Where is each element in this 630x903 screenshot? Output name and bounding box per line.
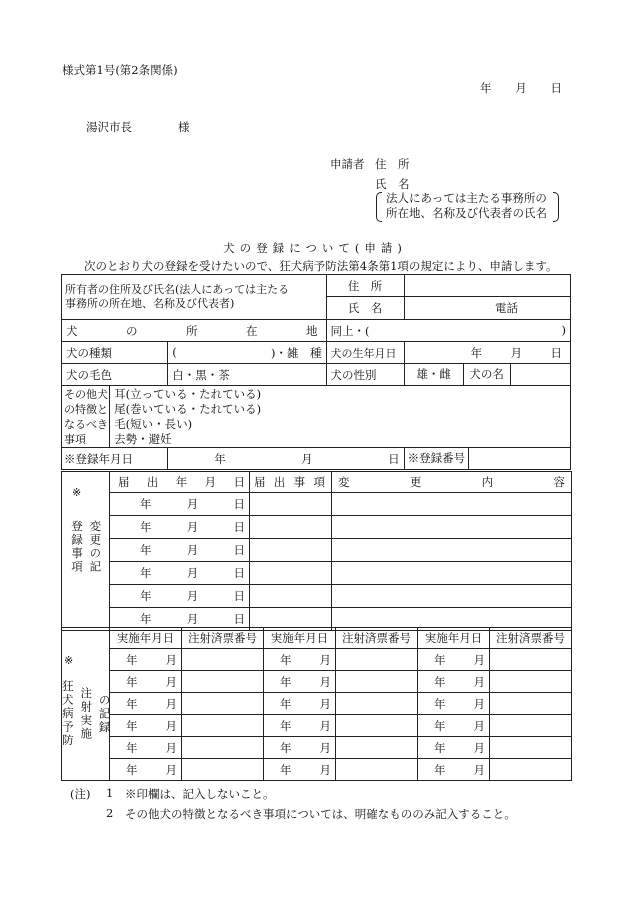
change-row-item[interactable]: [250, 493, 332, 516]
injection-date-cell[interactable]: 年 月: [264, 671, 336, 693]
change-row-content[interactable]: [332, 539, 572, 562]
injection-date-cell[interactable]: 年 月: [110, 737, 182, 759]
features-label: その他犬 の特徴と なるべき 事項: [62, 386, 110, 448]
injection-number-cell[interactable]: [490, 671, 572, 693]
injection-number-cell[interactable]: [490, 649, 572, 671]
change-header-item: 届 出 事 項: [250, 472, 332, 493]
injection-number-cell[interactable]: [490, 693, 572, 715]
injection-header-date: 実施年月日: [418, 628, 490, 649]
corp-note-line2: 所在地、名称及び代表者の氏名: [386, 206, 547, 220]
registration-date-field[interactable]: 年 月 日: [168, 448, 404, 470]
applicant-title: 申請者: [330, 157, 365, 171]
date-header: [480, 80, 562, 96]
injection-date-cell[interactable]: 年 月: [418, 737, 490, 759]
change-row-date[interactable]: 年 月 日: [110, 608, 250, 631]
applicant-address-label: 住 所: [375, 157, 410, 171]
dog-location-field[interactable]: [326, 320, 571, 342]
registration-date-label: ※登録年月日: [62, 448, 168, 470]
injection-date-cell[interactable]: 年 月: [110, 671, 182, 693]
dog-mixed-breed: )・雑 種: [271, 345, 322, 360]
change-record-vertical-label: 登録事項 変更の記: [70, 520, 103, 574]
change-row-content[interactable]: [332, 562, 572, 585]
owner-name-label: 氏 名: [326, 297, 404, 320]
form-id: 様式第1号(第2条関係): [62, 63, 178, 77]
dog-color-options[interactable]: 白・黒・茶: [168, 364, 326, 386]
owner-name-field[interactable]: [404, 297, 570, 320]
dog-breed-field[interactable]: ( )・雑 種: [168, 342, 326, 364]
owner-address-label: 住 所: [326, 275, 404, 297]
feature-fur: 毛(短い・長い): [114, 416, 193, 431]
injection-date-cell[interactable]: 年 月: [264, 693, 336, 715]
change-row-content[interactable]: [332, 516, 572, 539]
registration-number-label: ※登録番号: [405, 448, 469, 469]
change-row-date[interactable]: 年 月 日: [110, 585, 250, 608]
applicant-name-label: 氏 名: [375, 177, 410, 191]
features-items[interactable]: [110, 386, 571, 448]
change-row-item[interactable]: [250, 539, 332, 562]
date-day: 日: [550, 81, 562, 95]
injection-date-cell[interactable]: 年 月: [418, 671, 490, 693]
change-row-date[interactable]: 年 月 日: [110, 516, 250, 539]
injection-record-mark: ※: [64, 654, 74, 667]
dog-birth-label: 犬の生年月日: [326, 342, 404, 364]
change-row-content[interactable]: [332, 585, 572, 608]
injection-number-cell[interactable]: [490, 759, 572, 781]
dog-birth-field[interactable]: 年 月 日: [404, 342, 570, 364]
injection-date-cell[interactable]: 年 月: [110, 649, 182, 671]
injection-header-date: 実施年月日: [264, 628, 336, 649]
injection-date-cell[interactable]: 年 月: [418, 715, 490, 737]
injection-number-cell[interactable]: [490, 715, 572, 737]
change-row-item[interactable]: [250, 516, 332, 539]
feature-neuter: 去勢・避妊: [114, 431, 172, 446]
owner-phone-label: 電話: [495, 301, 518, 315]
corp-note-line1: 法人にあっては主たる事務所の: [386, 191, 547, 205]
owner-label: 所有者の住所及び氏名(法人にあっては主たる 事務所の所在地、名称及び代表者): [62, 275, 327, 320]
injection-number-cell[interactable]: [336, 715, 418, 737]
dog-color-label: 犬の毛色: [62, 364, 168, 386]
change-row-date[interactable]: 年 月 日: [110, 493, 250, 516]
feature-ears: 耳(立っている・たれている): [114, 386, 262, 401]
change-row-item[interactable]: [250, 585, 332, 608]
injection-date-cell[interactable]: 年 月: [110, 759, 182, 781]
injection-number-cell[interactable]: [336, 649, 418, 671]
injection-date-cell[interactable]: 年 月: [264, 759, 336, 781]
injection-header-date: 実施年月日: [110, 628, 182, 649]
dog-location-same: 同上・(: [330, 323, 370, 338]
bracket-right: [553, 192, 559, 222]
addressee-suffix: 様: [178, 120, 190, 134]
bracket-left: [376, 192, 382, 222]
injection-number-cell[interactable]: [182, 737, 264, 759]
change-row-date[interactable]: 年 月 日: [110, 562, 250, 585]
change-row-content[interactable]: [332, 493, 572, 516]
change-row-item[interactable]: [250, 562, 332, 585]
injection-number-cell[interactable]: [182, 693, 264, 715]
dog-sex-name-cell: [404, 364, 570, 386]
injection-date-cell[interactable]: 年 月: [110, 693, 182, 715]
injection-header-number: 注射済票番号: [182, 628, 264, 649]
injection-date-cell[interactable]: 年 月: [418, 649, 490, 671]
intro-text: 次のとおり犬の登録を受けたいので、狂犬病予防法第4条第1項の規定により、申請します。: [84, 259, 558, 273]
doc-title: 犬の登録について(申請): [223, 241, 407, 255]
dog-breed-label: 犬の種類: [62, 342, 168, 364]
feature-tail: 尾(巻いている・たれている): [114, 401, 262, 416]
change-header-content: 変 更 内 容: [332, 472, 572, 493]
injection-record-table: [61, 627, 572, 781]
registration-number-cell: [404, 448, 570, 470]
addressee-name: 湯沢市長: [86, 120, 132, 134]
injection-number-cell[interactable]: [490, 737, 572, 759]
change-row-date[interactable]: 年 月 日: [110, 539, 250, 562]
injection-header-number: 注射済票番号: [336, 628, 418, 649]
dog-sex-options[interactable]: 雄・雌: [405, 364, 464, 385]
dog-name-label: 犬の名: [464, 364, 511, 385]
note-1-text: ※印欄は、記入しないこと。: [125, 787, 275, 801]
injection-date-cell[interactable]: 年 月: [110, 715, 182, 737]
date-month: 月: [515, 81, 527, 95]
injection-date-cell[interactable]: 年 月: [418, 693, 490, 715]
injection-date-cell[interactable]: 年 月: [264, 715, 336, 737]
injection-number-cell[interactable]: [182, 649, 264, 671]
dog-location-close: ): [561, 322, 566, 337]
note-2-num: 2: [106, 806, 114, 820]
injection-number-cell[interactable]: [336, 759, 418, 781]
change-header-date: 届 出 年 月 日: [110, 472, 250, 493]
injection-date-cell[interactable]: 年 月: [264, 737, 336, 759]
change-record-table: [61, 471, 572, 631]
injection-date-cell[interactable]: 年 月: [264, 649, 336, 671]
registration-form-table: [61, 274, 571, 470]
injection-header-number: 注射済票番号: [490, 628, 572, 649]
dog-location-label: 犬 の 所 在 地: [62, 320, 327, 342]
injection-date-cell[interactable]: 年 月: [418, 759, 490, 781]
owner-address-field[interactable]: [404, 275, 570, 297]
date-year: 年: [480, 81, 492, 95]
note-2-text: その他犬の特徴となるべき事項については、明確なもののみ記入すること。: [125, 807, 516, 821]
injection-number-cell[interactable]: [182, 759, 264, 781]
injection-record-vertical-label: 狂犬病予防 注射実施 の記録: [60, 680, 112, 748]
notes-prefix: (注): [70, 787, 91, 801]
corp-note: [386, 191, 547, 221]
injection-number-cell[interactable]: [182, 671, 264, 693]
injection-number-cell[interactable]: [336, 737, 418, 759]
note-1-num: 1: [106, 786, 114, 800]
injection-number-cell[interactable]: [182, 715, 264, 737]
injection-number-cell[interactable]: [336, 693, 418, 715]
injection-number-cell[interactable]: [336, 671, 418, 693]
change-record-mark: ※: [72, 486, 82, 499]
dog-sex-label: 犬の性別: [326, 364, 404, 386]
